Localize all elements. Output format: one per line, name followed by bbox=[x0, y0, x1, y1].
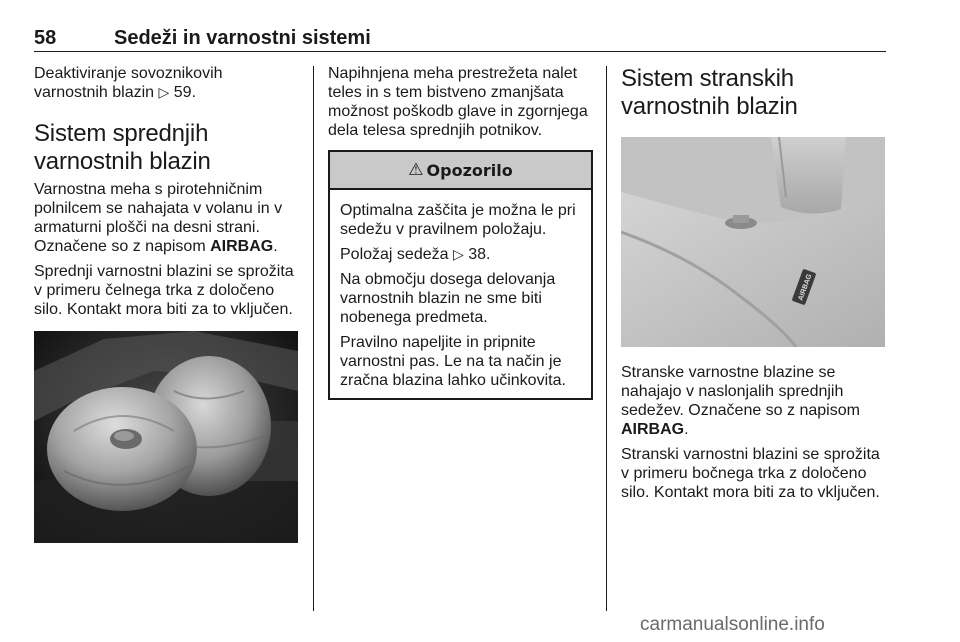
paragraph: Stranski varnostni blazini se sprožita v primeru bočnega trka z določeno silo. Kontakt mora biti za to vključen. bbox=[621, 446, 880, 501]
page-header bbox=[34, 27, 886, 52]
front-airbags-illustration bbox=[34, 331, 298, 543]
seat-side-airbag-illustration bbox=[621, 137, 885, 347]
cross-reference-link[interactable]: 38. bbox=[468, 246, 491, 263]
warning-box bbox=[328, 150, 593, 400]
column-right bbox=[621, 64, 887, 508]
column-divider bbox=[313, 66, 314, 611]
warning-header bbox=[330, 152, 591, 190]
page-number: 58 bbox=[34, 27, 57, 49]
chapter-title: Sedeži in varnostni sistemi bbox=[114, 27, 371, 49]
warning-text: Na območju dosega delovanja varnostnih blazin ne sme biti nobenega predmeta. bbox=[340, 271, 556, 326]
column-divider bbox=[606, 66, 607, 611]
cross-reference-icon: ▷ bbox=[452, 246, 464, 262]
cross-reference-icon: ▷ bbox=[158, 84, 170, 100]
warning-triangle-icon: ⚠ bbox=[408, 159, 424, 180]
warning-text: Položaj sedeža ▷ 38. bbox=[340, 246, 491, 263]
seat-airbag-label: AIRBAG bbox=[797, 273, 814, 302]
column-left bbox=[34, 64, 300, 543]
intro-text: Deaktiviranje sovoznikovih varnostnih blazin ▷ 59. bbox=[34, 65, 223, 101]
warning-text: Optimalna zaščita je možna le pri sedežu v pravilnem položaju. bbox=[340, 202, 576, 238]
column-middle bbox=[328, 64, 594, 400]
paragraph: Sprednji varnostni blazini se sprožita v primeru čelnega trka z določeno silo. Kontakt mora biti za to vključen. bbox=[34, 263, 294, 318]
paragraph: Stranske varnostne blazine se nahajajo v naslonjalih sprednjih sedežev. Označene so z napisom AIRBAG. bbox=[621, 364, 860, 438]
section-heading-side-airbags: Sistem stranskih varnostnih blazin bbox=[621, 65, 798, 120]
warning-body bbox=[330, 190, 591, 398]
watermark-text: carmanualsonline.info bbox=[640, 614, 825, 635]
section-heading-front-airbags: Sistem sprednjih varnostnih blazin bbox=[34, 120, 211, 175]
paragraph: Napihnjena meha prestrežeta nalet teles in s tem bistveno zmanjšata možnost poškodb glave in zgornjega dela telesa sprednjih potnikov. bbox=[328, 65, 588, 139]
paragraph: Varnostna meha s pirotehničnim polnilcem se nahajata v volanu in v armaturni plošči na desni strani. Označene so z napisom AIRBAG. bbox=[34, 181, 283, 255]
cross-reference-link[interactable]: 59. bbox=[173, 84, 197, 101]
warning-text: Pravilno napeljite in pripnite varnostni pas. Le na ta način je zračna blazina lahko učinkovita. bbox=[340, 334, 566, 389]
warning-title: Opozorilo bbox=[426, 160, 513, 180]
